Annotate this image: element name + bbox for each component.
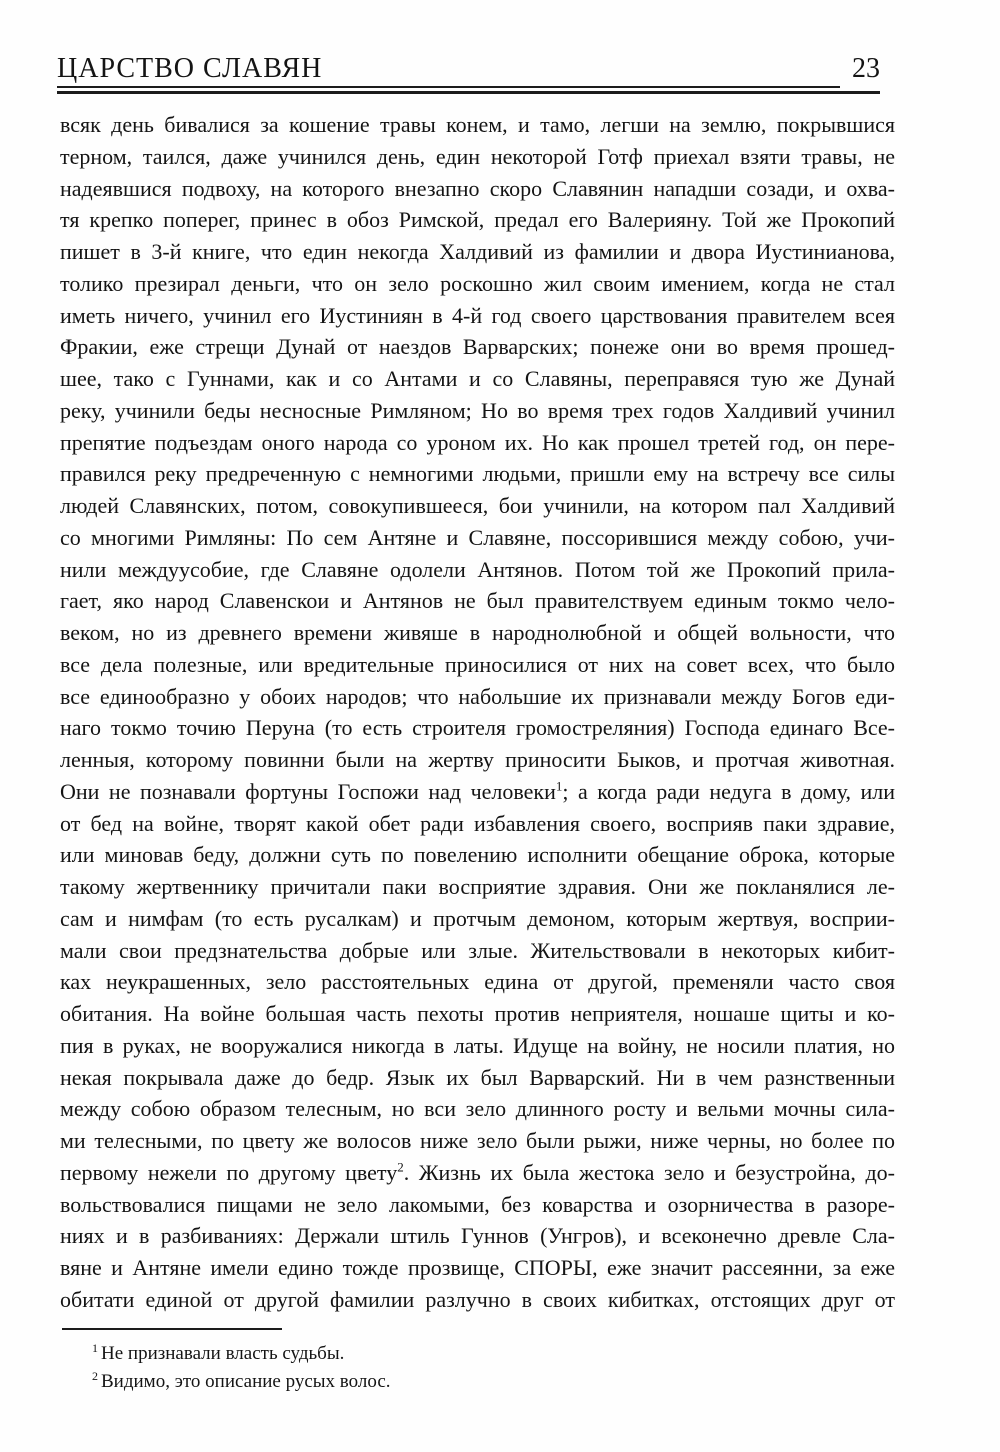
text-line: вольствовалися пищами не зело лакомыми, без коварства и озорничества в разоре- [60, 1191, 895, 1217]
text-line: все единообразно у обоих народов; что набольшие их признавали между Богов еди- [60, 683, 895, 709]
text-line-with-note-1 [60, 776, 895, 808]
text-line: мали свои предзнательства добрые или злые. Жительствовали в некоторых кибит- [60, 937, 895, 963]
text-line: правился реку предреченную с немногими людьми, пришли ему на встречу все силы [60, 461, 895, 487]
text-line: людей Славянских, потом, совокупившееся, бои учинили, на котором пал Халдивий [60, 493, 895, 518]
text-line-start: Они не познавали фортуны Госпожи над человеки [60, 778, 556, 804]
footnote-2 [92, 1368, 792, 1396]
footnote-ref-1[interactable]: 1 [555, 778, 563, 794]
text-line: тя крепко поперег, принес в обоз Римской, предал его Валерияну. Той же Прокопий [60, 207, 895, 233]
text-line: ках неукрашенных, зело расстоятельных едина от другой, пременяли часто своя [60, 969, 895, 995]
text-line: веком, но из древнего времени живяше в народнолюбной и общей вольности, что [60, 620, 895, 645]
text-line: со многими Римляны: По сем Антяне и Славяне, поссорившися между собою, учи- [60, 524, 895, 550]
text-line: препятие подъездам оного народа со уроном их. Но как прошел третей год, он пере- [60, 429, 895, 455]
text-line: или миновав беду, должни суть по повелению исполнити обещание оброка, которые [60, 842, 895, 868]
footnote-mark: 2 [92, 1368, 98, 1383]
text-line: терном, таился, даже учинился день, един некоторой Готф приехал взяти травы, не [60, 143, 895, 169]
text-line: обитания. На войне большая часть пехоты против неприятеля, ношаше щиты и ко- [60, 1001, 895, 1026]
footnote-text: Не признавали власть судьбы. [101, 1343, 345, 1364]
header-rule-thin [57, 86, 840, 88]
text-line-start: первому нежели по другому цвету [60, 1159, 398, 1185]
text-line: реку, учинили беды несносные Римляном; Но во время трех годов Халдивий учинил [60, 397, 895, 423]
text-line: нили междуусобие, где Славяне одолели Антянов. Потом той же Прокопий прила- [60, 556, 895, 582]
footnote-ref-2[interactable]: 2 [397, 1159, 404, 1175]
footnote-mark: 1 [92, 1340, 98, 1355]
text-line: ниях и в разбиваниях: Держали штиль Гуннов (Унгров), и всеконечно древле Сла- [60, 1223, 895, 1249]
text-line: толико презирал деньги, что он зело роскошно жил своим имением, когда не стал [60, 270, 895, 296]
text-line: ленныя, которому повинни были на жертву приносити Быков, и протчая животная. [60, 747, 895, 772]
footnote-text: Видимо, это описание русых волос. [101, 1371, 391, 1392]
text-line: от бед на войне, творят какой обет ради избавления своего, восприяв паки здравие, [60, 810, 895, 836]
text-line: гает, яко народ Славенскои и Антянов не был правителствуем единым токмо чело- [60, 588, 895, 614]
text-line: пишет в 3-й книге, что един некогда Халдивий из фамилии и двора Иустинианова, [60, 239, 895, 264]
text-line: все дела полезные, или вредительные приносилися от них на совет всех, что было [60, 651, 895, 677]
text-line: Фракии, еже стрещи Дунай от наездов Варварских; понеже они во время прошед- [60, 334, 895, 360]
text-line: пия в руках, не вооружалися никогда в латы. Идуще на войну, не носили платия, но [60, 1032, 895, 1058]
text-line: такому жертвеннику причитали паки восприятие здравия. Они же покланялися ле- [60, 874, 895, 899]
text-line: иметь ничего, учинил его Иустиниян в 4-й год своего царствования правителем всея [60, 302, 895, 328]
running-head [57, 52, 880, 92]
footnote-1 [92, 1340, 792, 1368]
text-line: вяне и Антяне имели едино тожде прозвище, СПОРЫ, еже значит рассеянни, за еже [60, 1255, 895, 1280]
text-line: сам и нимфам (то есть русалкам) и протчым демоном, которым жертвуя, восприи- [60, 905, 895, 931]
text-line: всяк день бивалися за кошение травы конем, и тамо, легши на землю, покрывшися [60, 112, 895, 137]
text-line: ми телесными, по цвету же волосов ниже зело были рыжи, ниже черны, но более по [60, 1128, 895, 1153]
text-line-end: ; а когда ради недуга в дому, или [562, 778, 895, 804]
text-line: надеявшися подвоху, на которого внезапно скоро Славянин нападши созади, и охва- [60, 175, 895, 201]
header-rule-thick [57, 91, 880, 94]
page-number: 23 [852, 53, 880, 84]
text-line: некая покрывала даже до бедр. Язык их был Варварский. Ни в чем разнственныи [60, 1064, 895, 1090]
text-line: обитати единой от другой фамилии разлучно в своих кибитках, отстоящих друг от [60, 1286, 895, 1312]
text-line: между собою образом телесным, но вси зело длинного росту и вельми мочны сила- [60, 1096, 895, 1122]
text-line: шее, тако с Гуннами, как и со Антами и со Славяны, переправяся тую же Дунай [60, 366, 895, 391]
body-text [60, 109, 895, 1316]
footnote-rule [62, 1328, 282, 1330]
text-line: наго токмо точию Перуна (то есть строителя громостреляния) Господа единаго Все- [60, 715, 895, 741]
footnotes [92, 1340, 792, 1396]
running-title: ЦАРСТВО СЛАВЯН [57, 53, 323, 84]
text-line-end: . Жизнь их была жестока зело и безустройна, до- [403, 1159, 895, 1185]
text-line-with-note-2 [60, 1157, 895, 1189]
